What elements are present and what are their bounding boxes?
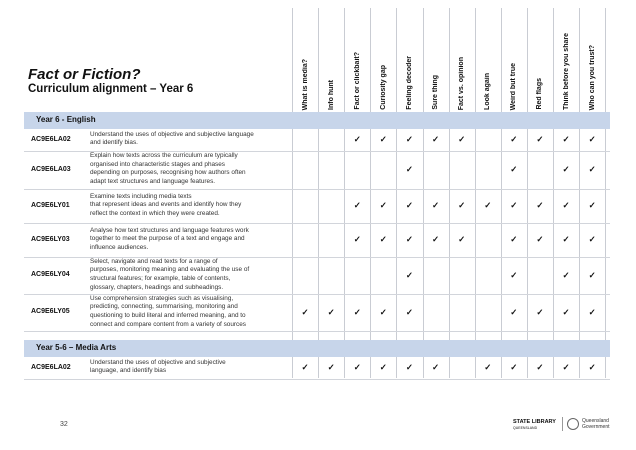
description-line: Understand the uses of objective and subjective — [90, 358, 226, 366]
curriculum-description — [90, 131, 290, 148]
check-icon: ✓ — [431, 362, 440, 372]
row-divider — [24, 331, 610, 332]
curriculum-code: AC9E6LY04 — [31, 271, 70, 278]
check-icon: ✓ — [562, 234, 570, 244]
column-divider — [396, 8, 397, 378]
check-icon: ✓ — [588, 234, 596, 244]
column-header-label: Feeling decoder — [405, 56, 413, 110]
check-icon: ✓ — [379, 362, 387, 372]
check-icon: ✓ — [327, 306, 335, 317]
check-icon: ✓ — [562, 362, 570, 372]
check-icon: ✓ — [510, 134, 518, 144]
section-title: Year 5-6 – Media Arts — [36, 343, 117, 352]
check-icon: ✓ — [588, 269, 596, 280]
check-icon: ✓ — [588, 200, 596, 210]
column-header — [423, 6, 449, 110]
description-line: predicting, connecting, summarising, monitoring and — [90, 303, 238, 311]
check-icon: ✓ — [431, 134, 440, 144]
column-header — [553, 6, 579, 110]
column-header-label: Info hunt — [327, 80, 335, 110]
column-divider — [475, 8, 476, 378]
check-icon: ✓ — [405, 234, 413, 244]
column-header — [579, 6, 605, 110]
check-icon: ✓ — [405, 306, 413, 317]
check-icon: ✓ — [510, 269, 518, 280]
check-icon: ✓ — [562, 269, 570, 280]
check-icon: ✓ — [353, 362, 361, 372]
check-icon: ✓ — [536, 134, 544, 144]
section-title: Year 6 - English — [36, 115, 96, 124]
check-icon: ✓ — [405, 362, 413, 372]
check-icon: ✓ — [379, 306, 387, 317]
description-line: reflect the context in which they were created. — [90, 209, 220, 217]
curriculum-description — [90, 193, 290, 219]
description-line: organised into characteristic stages and phases — [90, 160, 225, 168]
state-library-logo: STATE LIBRARY QUEENSLAND — [513, 419, 556, 430]
column-divider — [292, 8, 293, 378]
column-divider — [423, 8, 424, 378]
check-icon: ✓ — [562, 200, 570, 210]
check-icon: ✓ — [588, 306, 596, 317]
description-line: questioning to build literal and inferred meaning, and to — [90, 311, 246, 319]
row-divider — [24, 379, 610, 380]
check-icon: ✓ — [353, 200, 361, 210]
curriculum-code: AC9E6LA03 — [31, 165, 71, 173]
check-icon: ✓ — [510, 362, 518, 372]
check-icon: ✓ — [510, 234, 518, 244]
check-icon: ✓ — [431, 200, 440, 210]
column-header — [527, 6, 553, 110]
check-icon: ✓ — [353, 134, 361, 144]
check-icon: ✓ — [458, 234, 466, 244]
column-header-label: Sure thing — [432, 75, 440, 110]
check-icon: ✓ — [536, 362, 544, 372]
column-header-label: Curiosity gap — [379, 65, 387, 110]
check-icon: ✓ — [588, 134, 596, 144]
curriculum-code: AC9E6LA02 — [31, 135, 71, 143]
column-divider — [605, 8, 606, 378]
check-icon: ✓ — [510, 164, 518, 174]
check-icon: ✓ — [405, 269, 413, 280]
column-header-label: What is media? — [301, 58, 309, 110]
column-header-label: Who can you trust? — [588, 44, 596, 110]
check-icon: ✓ — [301, 306, 309, 317]
column-divider — [449, 8, 450, 378]
section-header — [24, 340, 610, 357]
check-icon: ✓ — [353, 234, 361, 244]
check-icon: ✓ — [562, 134, 570, 144]
column-divider — [344, 8, 345, 378]
column-header — [475, 6, 501, 110]
column-header — [318, 6, 344, 110]
description-line: Explain how texts across the curriculum are typically — [90, 152, 238, 160]
check-icon: ✓ — [562, 306, 570, 317]
check-icon: ✓ — [484, 200, 492, 210]
curriculum-description — [90, 359, 290, 376]
column-header-label: Fact vs. opinion — [458, 56, 466, 110]
column-header-label: Weird but true — [510, 62, 518, 110]
column-header — [370, 6, 396, 110]
column-header — [292, 6, 318, 110]
column-divider — [501, 8, 502, 378]
description-line: influence audiences. — [90, 243, 149, 251]
column-divider — [579, 8, 580, 378]
curriculum-description — [90, 152, 290, 186]
column-header — [501, 6, 527, 110]
curriculum-description — [90, 227, 290, 253]
check-icon: ✓ — [353, 306, 361, 317]
description-line: language, and identify bias — [90, 367, 167, 375]
page-subtitle: Curriculum alignment – Year 6 — [28, 83, 194, 95]
check-icon: ✓ — [327, 362, 335, 372]
check-icon: ✓ — [458, 134, 466, 144]
description-line: connect and compare content from a variety of sources — [90, 320, 246, 328]
curriculum-description — [90, 258, 290, 292]
check-icon: ✓ — [458, 200, 466, 210]
curriculum-code: AC9E6LY05 — [31, 308, 70, 315]
column-divider — [318, 8, 319, 378]
curriculum-code: AC9E6LY03 — [31, 235, 70, 243]
check-icon: ✓ — [431, 234, 440, 244]
description-line: together to meet the purpose of a text and engage and — [90, 235, 245, 243]
check-icon: ✓ — [301, 362, 309, 372]
check-icon: ✓ — [379, 200, 387, 210]
column-header-label: Think before you share — [562, 32, 570, 110]
queensland-government-logo: Queensland Government — [567, 418, 610, 430]
curriculum-code: AC9E6LY01 — [31, 201, 70, 209]
check-icon: ✓ — [536, 234, 544, 244]
description-line: purposes, monitoring meaning and evaluating the use of — [90, 266, 250, 274]
check-icon: ✓ — [536, 200, 544, 210]
description-line: Analyse how text structures and language features work — [90, 226, 249, 234]
check-icon: ✓ — [379, 134, 387, 144]
column-header — [396, 6, 422, 110]
check-icon: ✓ — [588, 164, 596, 174]
check-icon: ✓ — [536, 306, 544, 317]
check-icon: ✓ — [405, 134, 413, 144]
check-icon: ✓ — [562, 164, 570, 174]
description-line: Understand the uses of objective and subjective language — [90, 130, 254, 138]
description-line: Use comprehension strategies such as visualising, — [90, 294, 234, 302]
description-line: that represent ideas and events and identify how they — [90, 201, 242, 209]
column-header-label: Fact or clickbait? — [353, 52, 361, 110]
column-divider — [527, 8, 528, 378]
crest-icon — [567, 418, 579, 430]
description-line: Select, navigate and read texts for a range of — [90, 257, 218, 265]
check-icon: ✓ — [510, 200, 518, 210]
page-number: 32 — [60, 421, 68, 428]
page-title: Fact or Fiction? — [28, 66, 141, 83]
curriculum-code: AC9E6LA02 — [31, 363, 71, 371]
curriculum-description — [90, 295, 290, 329]
logo-divider — [562, 417, 563, 431]
check-icon: ✓ — [588, 362, 596, 372]
row-divider — [24, 223, 610, 224]
column-header — [344, 6, 370, 110]
description-line: depending on purposes, recognising how authors often — [90, 169, 246, 177]
description-line: glossary, chapters, headings and subheadings. — [90, 283, 224, 291]
description-line: and identify bias. — [90, 139, 138, 147]
column-header-label: Look again — [484, 73, 492, 110]
check-icon: ✓ — [405, 164, 413, 174]
check-icon: ✓ — [510, 306, 518, 317]
section-header — [24, 112, 610, 129]
description-line: Examine texts including media texts — [90, 192, 192, 200]
check-icon: ✓ — [379, 234, 387, 244]
column-divider — [553, 8, 554, 378]
description-line: structural features; for example, table of contents, — [90, 274, 231, 282]
column-header — [449, 6, 475, 110]
description-line: adapt text structures and language features. — [90, 178, 216, 186]
check-icon: ✓ — [405, 200, 413, 210]
column-header-label: Red flags — [536, 78, 544, 110]
column-divider — [370, 8, 371, 378]
check-icon: ✓ — [484, 362, 492, 372]
row-divider — [24, 189, 610, 190]
